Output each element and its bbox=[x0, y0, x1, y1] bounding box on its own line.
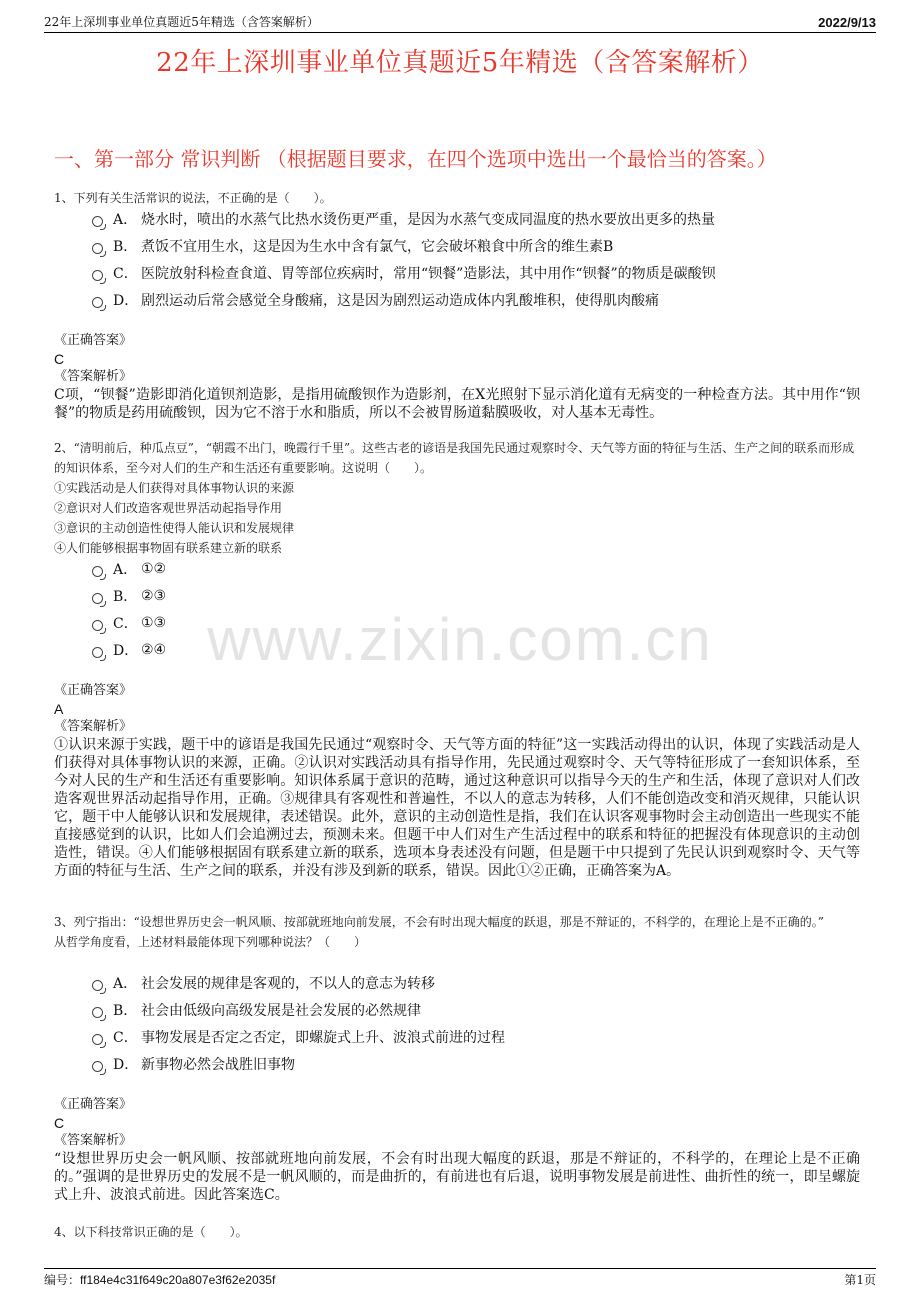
question-3 bbox=[54, 912, 864, 952]
option-letter: D． bbox=[113, 1057, 139, 1073]
watermark: www.zixin.com.cn bbox=[207, 606, 713, 673]
option-letter: D． bbox=[113, 293, 139, 309]
document-title: 22年上深圳事业单位真题近5年精选（含答案解析） bbox=[156, 48, 764, 78]
premise-item: ①实践活动是人们获得对具体事物认识的来源 bbox=[54, 481, 295, 495]
radio-icon[interactable] bbox=[92, 593, 103, 604]
q2-option-d[interactable] bbox=[92, 640, 166, 660]
option-text: 新事物必然会战胜旧事物 bbox=[141, 1057, 295, 1073]
answer-label: 《正确答案》 bbox=[54, 333, 133, 348]
explanation-label: 《答案解析》 bbox=[54, 1133, 133, 1148]
option-text: 剧烈运动后常会感觉全身酸痛，这是因为剧烈运动造成体内乳酸堆积，使得肌肉酸痛 bbox=[141, 293, 659, 309]
option-letter: A． bbox=[113, 212, 138, 228]
header-doc-name: 22年上深圳事业单位真题近5年精选（含答案解析） bbox=[44, 15, 319, 29]
q1-option-c[interactable] bbox=[92, 263, 716, 283]
question-text: 4、以下科技常识正确的是（ ）。 bbox=[54, 1225, 248, 1239]
document-code: 编号：ff184e4c31f649c20a807e3f62e2035f bbox=[44, 1273, 276, 1287]
answer-value: C bbox=[54, 351, 65, 367]
premise-item: 从哲学角度看，上述材料最能体现下列哪种说法？（ ） bbox=[54, 935, 367, 949]
explanation-text: C项，“钡餐”造影即消化道钡剂造影，是指用硫酸钡作为造影剂，在X光照射下显示消化道有无病变的一种检查方法。其中用作“钡餐”的物质是药用硫酸钡，因为它不溶于水和脂质，所以不会被胃肠道黏膜吸收，对人基本无毒性。 bbox=[54, 387, 860, 421]
page-number: 第1页 bbox=[844, 1273, 876, 1287]
question-text: 2、“清明前后，种瓜点豆”，“朝霞不出门，晚霞行千里”。这些古老的谚语是我国先民通过观察时令、天气等方面的特征与生活、生产之间的联系而形成的知识体系，至今对人们的生产和生活还有重要影响。这说明（ ）。 bbox=[54, 441, 855, 475]
premise-item: ②意识对人们改造客观世界活动起指导作用 bbox=[54, 501, 283, 515]
radio-icon[interactable] bbox=[92, 1034, 103, 1045]
q2-option-b[interactable] bbox=[92, 586, 166, 606]
question-4 bbox=[54, 1222, 864, 1242]
q3-option-d[interactable] bbox=[92, 1054, 295, 1074]
option-text: 煮饭不宜用生水，这是因为生水中含有氯气，它会破坏粮食中所含的维生素B bbox=[141, 239, 614, 255]
question-text: 3、列宁指出：“设想世界历史会一帆风顺、按部就班地向前发展，不会有时出现大幅度的跃退，那是不辩证的，不科学的，在理论上是不正确的。” bbox=[54, 915, 824, 929]
explanation-label: 《答案解析》 bbox=[54, 369, 133, 384]
option-text: 事物发展是否定之否定，即螺旋式上升、波浪式前进的过程 bbox=[141, 1030, 505, 1046]
answer-value: A bbox=[54, 701, 64, 717]
option-letter: B． bbox=[113, 589, 138, 605]
section-heading: 一、第一部分 常识判断 （根据题目要求，在四个选项中选出一个最恰当的答案。） bbox=[54, 147, 777, 171]
answer-label: 《正确答案》 bbox=[54, 1097, 133, 1112]
answer-label: 《正确答案》 bbox=[54, 683, 133, 698]
q2-answer-block bbox=[54, 682, 860, 880]
question-text: 1、下列有关生活常识的说法，不正确的是（ ）。 bbox=[54, 191, 332, 205]
question-1 bbox=[54, 188, 864, 208]
option-letter: A． bbox=[113, 562, 138, 578]
explanation-text: “设想世界历史会一帆风顺、按部就班地向前发展，不会有时出现大幅度的跃退，那是不辩证的，不科学的，在理论上是不正确的。”强调的是世界历史的发展不是一帆风顺的，而是曲折的，有前进也有后退，说明事物发展是前进性、曲折性的统一，即呈螺旋式上升、波浪式前进。因此答案选C。 bbox=[54, 1151, 860, 1203]
q2-option-a[interactable] bbox=[92, 559, 166, 579]
explanation-label: 《答案解析》 bbox=[54, 719, 133, 734]
radio-icon[interactable] bbox=[92, 1007, 103, 1018]
option-letter: C． bbox=[113, 1030, 138, 1046]
option-text: ②③ bbox=[141, 588, 167, 604]
premise-item: ④人们能够根据事物固有联系建立新的联系 bbox=[54, 541, 283, 555]
running-footer bbox=[44, 1268, 876, 1291]
question-2 bbox=[54, 438, 864, 558]
radio-icon[interactable] bbox=[92, 647, 103, 658]
q1-option-b[interactable] bbox=[92, 236, 613, 256]
running-header bbox=[44, 10, 876, 33]
option-text: 社会由低级向高级发展是社会发展的必然规律 bbox=[141, 1003, 421, 1019]
q3-answer-block bbox=[54, 1096, 860, 1204]
q3-option-b[interactable] bbox=[92, 1000, 421, 1020]
answer-value: C bbox=[54, 1115, 65, 1131]
option-letter: A． bbox=[113, 976, 138, 992]
option-letter: C． bbox=[113, 266, 138, 282]
option-letter: B． bbox=[113, 1003, 138, 1019]
option-letter: D． bbox=[113, 643, 139, 659]
explanation-text: ①认识来源于实践，题干中的谚语是我国先民通过“观察时令、天气等方面的特征”这一实践活动得出的认识，体现了实践活动是人们获得对具体事物认识的来源，正确。②认识对实践活动具有指导作用，先民通过观察时令、天气等特征形成了一套知识体系，至今对人民的生产和生活还有重要影响。知识体系属于意识的范畴，通过这种意识可以指导今天的生产和生活，体现了意识对人们改造客观世界活动起指导作用，正确。③规律具有客观性和普遍性，不以人的意志为转移，人们不能创造改变和消灭规律，只能认识它，题干中人能够认识和发展规律，表述错误。此外，意识的主动创造性是指，我们在认识客观事物时会主动创造出一些现实不能直接感觉到的认识，比如人们会追溯过去，预测未来。但题干中人们对生产生活过程中的联系和特征的把握没有体现意识的主动创造性，错误。④人们能够根据固有联系建立新的联系，选项本身表述没有问题，但是题干中只提到了先民认识到观察时令、天气等方面的特征与生活、生产之间的联系，并没有涉及到新的联系，错误。因此①②正确，正确答案为A。 bbox=[54, 737, 860, 879]
option-text: 医院放射科检查食道、胃等部位疾病时，常用“钡餐”造影法，其中用作“钡餐”的物质是碳酸钡 bbox=[141, 266, 716, 282]
q1-option-d[interactable] bbox=[92, 290, 659, 310]
radio-icon[interactable] bbox=[92, 566, 103, 577]
option-letter: B． bbox=[113, 239, 138, 255]
radio-icon[interactable] bbox=[92, 243, 103, 254]
option-text: 社会发展的规律是客观的，不以人的意志为转移 bbox=[141, 976, 435, 992]
option-text: ②④ bbox=[141, 642, 167, 658]
radio-icon[interactable] bbox=[92, 620, 103, 631]
q1-answer-block bbox=[54, 332, 860, 422]
option-letter: C． bbox=[113, 616, 138, 632]
option-text: ①② bbox=[141, 561, 167, 577]
q3-option-a[interactable] bbox=[92, 973, 435, 993]
option-text: ①③ bbox=[141, 615, 167, 631]
radio-icon[interactable] bbox=[92, 1061, 103, 1072]
option-text: 烧水时，喷出的水蒸气比热水烫伤更严重，是因为水蒸气变成同温度的热水要放出更多的热量 bbox=[141, 212, 715, 228]
q2-option-c[interactable] bbox=[92, 613, 166, 633]
radio-icon[interactable] bbox=[92, 297, 103, 308]
premise-item: ③意识的主动创造性使得人能认识和发展规律 bbox=[54, 521, 295, 535]
radio-icon[interactable] bbox=[92, 980, 103, 991]
radio-icon[interactable] bbox=[92, 270, 103, 281]
radio-icon[interactable] bbox=[92, 216, 103, 227]
q1-option-a[interactable] bbox=[92, 209, 715, 229]
header-date: 2022/9/13 bbox=[818, 15, 876, 30]
q3-option-c[interactable] bbox=[92, 1027, 505, 1047]
